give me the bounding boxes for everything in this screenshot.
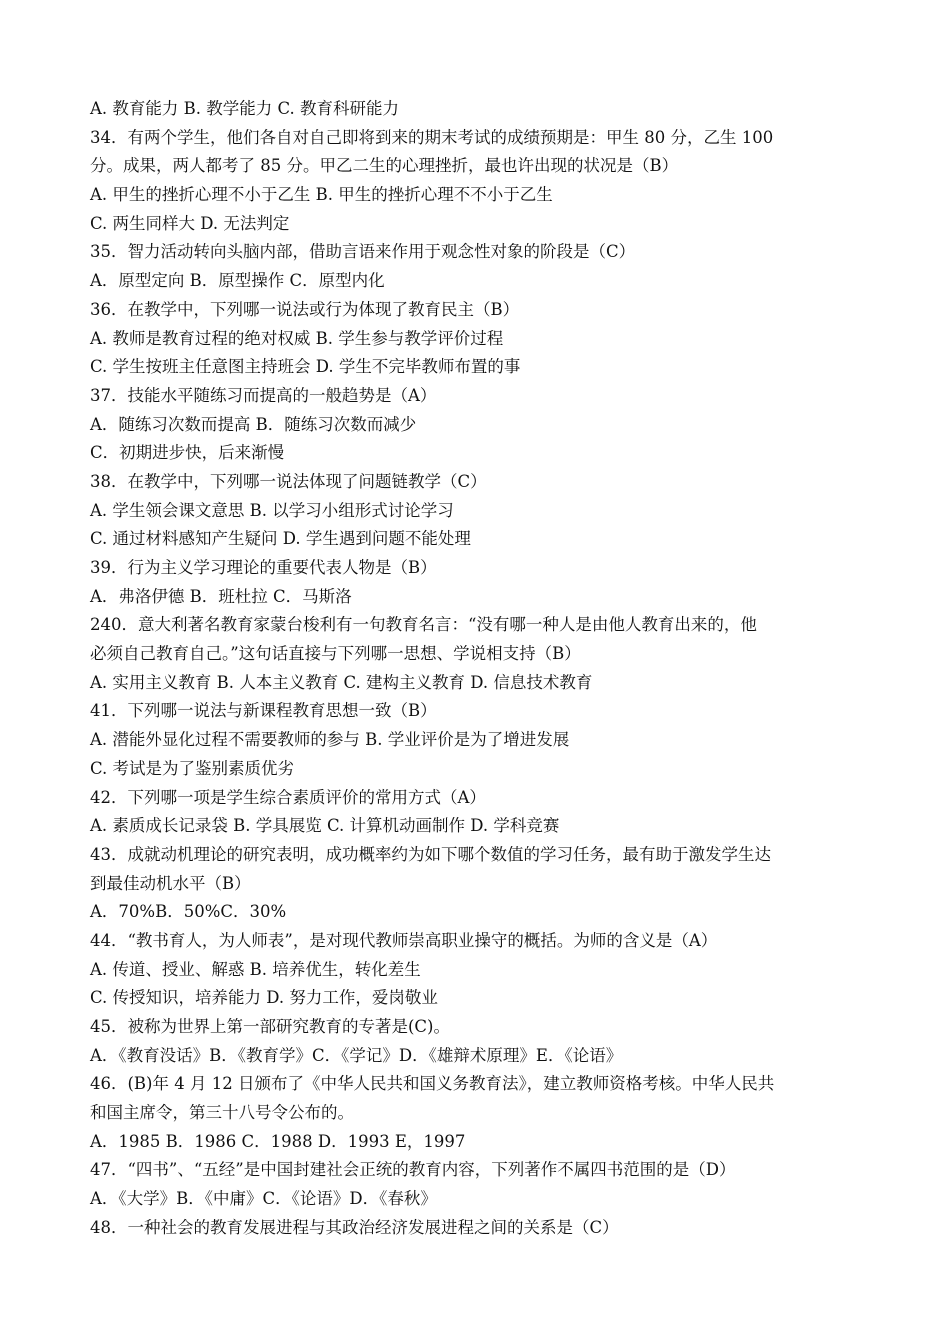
text-line: 必须自己教育自己。”这句话直接与下列哪一思想、学说相支持（B） <box>90 644 581 664</box>
text-line: A．《教育没话》B．《教育学》C．《学记》D．《雄辩术原理》E．《论语》 <box>90 1045 623 1065</box>
text-line: A. 潜能外显化过程不需要教师的参与 B. 学业评价是为了增进发展 <box>90 730 570 750</box>
text-line: C. 学生按班主任意图主持班会 D. 学生不完毕教师布置的事 <box>90 357 521 377</box>
text-line: C. 通过材料感知产生疑问 D. 学生遇到问题不能处理 <box>90 529 471 549</box>
text-line: A. 教育能力 B. 教学能力 C. 教育科研能力 <box>90 99 400 118</box>
text-line: 41．下列哪一说法与新课程教育思想一致（B） <box>90 701 437 721</box>
text-line: A. 教师是教育过程的绝对权威 B. 学生参与教学评价过程 <box>90 328 504 348</box>
text-line: 43．成就动机理论的研究表明，成功概率约为如下哪个数值的学习任务，最有助于激发学生达 <box>90 844 771 864</box>
text-line: A．随练习次数而提高 B．随练习次数而减少 <box>90 414 417 434</box>
text-line: A．《大学》B．《中庸》C．《论语》D．《春秋》 <box>90 1189 437 1209</box>
text-line: C. 传授知识，培养能力 D. 努力工作，爱岗敬业 <box>90 988 438 1008</box>
text-line: A. 甲生的挫折心理不小于乙生 B. 甲生的挫折心理不不小于乙生 <box>90 185 553 205</box>
text-line: A. 素质成长记录袋 B. 学具展览 C. 计算机动画制作 D. 学科竞赛 <box>90 816 560 836</box>
text-line: 240．意大利著名教育家蒙台梭利有一句教育名言：“没有哪一种人是由他人教育出来的，他 <box>90 615 757 635</box>
text-line: 分。成果，两人都考了 85 分。甲乙二生的心理挫折，最也许出现的状况是（B） <box>90 156 679 176</box>
text-line: 48．一种社会的教育发展进程与其政治经济发展进程之间的关系是（C） <box>90 1217 619 1237</box>
text-line: C．初期进步快，后来渐慢 <box>90 443 285 463</box>
text-line: A．原型定向 B．原型操作 C．原型内化 <box>90 271 385 291</box>
text-line: A．70%B．50%C．30% <box>90 902 287 922</box>
text-line: 35．智力活动转向头脑内部，借助言语来作用于观念性对象的阶段是（C） <box>90 242 636 262</box>
text-line: C. 考试是为了鉴别素质优劣 <box>90 758 295 778</box>
text-line: A．1985 B．1986 C．1988 D．1993 E，1997 <box>90 1131 466 1151</box>
text-line: 37．技能水平随练习而提高的一般趋势是（A） <box>90 385 437 405</box>
text-line: 42．下列哪一项是学生综合素质评价的常用方式（A） <box>90 787 486 807</box>
text-line: C. 两生同样大 D. 无法判定 <box>90 213 290 233</box>
text-line: 38．在教学中，下列哪一说法体现了问题链教学（C） <box>90 471 487 491</box>
text-line: A. 学生领会课文意思 B. 以学习小组形式讨论学习 <box>90 500 454 520</box>
text-line: A. 实用主义教育 B. 人本主义教育 C. 建构主义教育 D. 信息技术教育 <box>90 672 593 692</box>
text-line: 44．“教书育人，为人师表”，是对现代教师崇高职业操守的概括。为师的含义是（A） <box>90 930 718 950</box>
document-page <box>90 95 865 1243</box>
text-line: 到最佳动机水平（B） <box>90 873 251 893</box>
text-line: 34．有两个学生，他们各自对自己即将到来的期末考试的成绩预期是：甲生 80 分，乙生 100 <box>90 127 774 147</box>
text-line: A. 传道、授业、解惑 B. 培养优生，转化差生 <box>90 959 421 979</box>
text-line: 45．被称为世界上第一部研究教育的专著是(C)。 <box>90 1017 450 1036</box>
text-line: A．弗洛伊德 B．班杜拉 C．马斯洛 <box>90 586 352 606</box>
text-line: 39．行为主义学习理论的重要代表人物是（B） <box>90 558 437 577</box>
text-line: 和国主席令，第三十八号令公布的。 <box>90 1103 354 1123</box>
text-line: 47．“四书”、“五经”是中国封建社会正统的教育内容，下列著作不属四书范围的是（D） <box>90 1160 736 1180</box>
text-line: 36．在教学中，下列哪一说法或行为体现了教育民主（B） <box>90 299 520 319</box>
text-line: 46．(B)年 4 月 12 日颁布了《中华人民共和国义务教育法》，建立教师资格考核。中华人民共 <box>90 1074 775 1094</box>
